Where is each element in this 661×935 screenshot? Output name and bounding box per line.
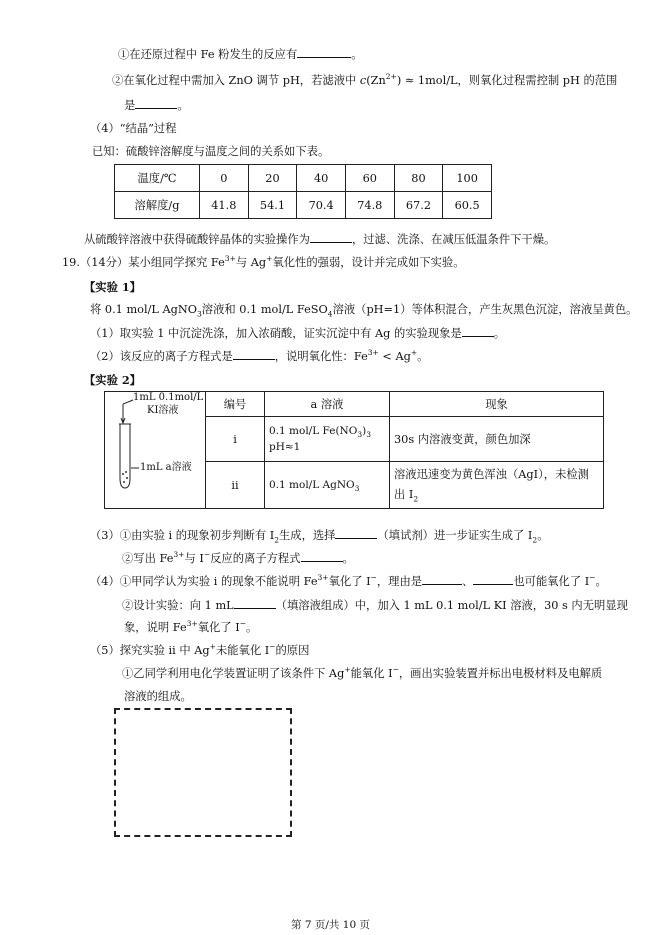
answer-blank[interactable] [473,573,513,585]
answer-blank[interactable] [301,550,343,562]
table-cell: 70.4 [297,192,346,219]
question-3-part2: ②在氧化过程中需加入 ZnO 调节 pH，若滤液中 $c(Zn^{2+}) \approx 1mol/L$，则氧化过程需控制 pH 的范围 [112,72,618,87]
page-footer: 第 7 页/共 10 页 [291,919,370,931]
table-cell: 100 [443,165,492,192]
phenomenon-cell: 溶液迅速变为黄色浑浊（AgI），未检测 出 $I_2$ [390,462,604,509]
known-note: 已知：硫酸锌溶解度与温度之间的关系如下表。 [92,145,330,158]
row-label-temperature: 温度/℃ [115,165,200,192]
question-3-part2-cont: 是 。 [124,99,189,112]
question-19-4-2-cont: 象，说明 $Fe^{3+}$氧化了 I−。 [124,619,258,634]
table-cell: 80 [394,165,443,192]
question-19-4-2: ②设计实验：向 1 mL （填溶液组成）中，加入 1 mL 0.1 mol/L KI 溶液，30 s 内无明显现 [122,599,628,612]
answer-blank[interactable] [297,46,351,58]
table-cell: 60.5 [443,192,492,219]
question-19-3-1: （3）①由实验 i 的现象初步判断有 $I_2$生成，选择 （填试剂）进一步证实生成了 $I_2$。 [90,529,549,545]
answer-blank[interactable] [422,573,462,585]
answer-blank[interactable] [310,231,352,243]
a-solution-cell: 0.1 mol/L AgNO$_3$ [265,462,390,509]
crystallization-operation: 从硫酸锌溶液中获得硫酸锌晶体的实验操作为 ，过滤、洗涤、在减压低温条件下干燥。 [84,233,556,246]
row-label-solubility: 溶解度/g [115,192,200,219]
table-row [115,192,492,219]
header-number: 编号 [206,392,265,417]
solubility-table [114,164,492,219]
question-19-title: 19.（14分）某小组同学探究 $Fe^{3+}$与 Ag+氧化性的强弱，设计并完成如下实验。 [62,254,465,269]
label-leader-top [123,400,133,404]
question-3-part1: ①在还原过程中 Fe 粉发生的反应有 。 [118,48,363,61]
table-cell: 0 [200,165,249,192]
liquid-dot [122,473,124,475]
question-19-1: （1）取实验 1 中沉淀洗涤，加入浓硝酸，证实沉淀中有 Ag 的实验现象是 。 [90,327,506,340]
table-cell: 60 [345,165,394,192]
test-tube-icon [120,424,130,488]
question-19-2: （2）该反应的离子方程式是 ，说明氧化性：$Fe^{3+} < Ag^+$。 [90,348,429,363]
answer-blank[interactable] [233,348,275,360]
experiment-2-heading: 【实验 2】 [84,373,141,387]
table-row [115,165,492,192]
answer-blank[interactable] [135,97,177,109]
row-id: i [206,417,265,462]
liquid-dot [123,481,125,483]
table-cell: 74.8 [345,192,394,219]
table-cell: 40 [297,165,346,192]
experiment-2-table [104,391,604,509]
question-19-4-1: （4）①甲同学认为实验 i 的现象不能说明 $Fe^{3+}$氧化了 I−，理由是 、 也可能氧化了 I−。 [90,573,607,588]
liquid-dot [125,471,127,473]
question-19-5-title: （5）探究实验 ii 中 Ag+未能氧化 I−的原因 [90,642,310,657]
liquid-dot [126,477,128,479]
table-cell: 54.1 [248,192,297,219]
experiment-1-heading: 【实验 1】 [84,280,141,294]
table-cell: 41.8 [200,192,249,219]
a-solution-cell: 0.1 mol/L $Fe(NO_3)_3$ pH≈1 [265,417,390,462]
answer-blank[interactable] [234,597,276,609]
question-19-3-2: ②写出 $Fe^{3+}$与 I−反应的离子方程式 。 [122,550,354,565]
table-cell: 20 [248,165,297,192]
answer-blank[interactable] [335,527,377,539]
phenomenon-cell: 30s 内溶液变黄，颜色加深 [390,417,604,462]
figure-label-bottom: 1mL a溶液 [140,462,192,473]
table-cell: 67.2 [394,192,443,219]
answer-blank[interactable] [462,325,494,337]
table-header-row [105,392,604,417]
drawing-answer-box[interactable] [114,708,292,837]
header-a-solution: a 溶液 [265,392,390,417]
experiment-1-description: 将 0.1 mol/L AgNO$_3$溶液和 0.1 mol/L FeSO$_4$溶液（pH=1）等体积混合，产生灰黑色沉淀，溶液呈黄色。 [90,303,638,319]
row-id: ii [206,462,265,509]
question-19-5-1-cont: 溶液的组成。 [124,690,192,703]
question-19-5-1: ①乙同学利用电化学装置证明了该条件下 Ag+能氧化 I−，画出实验装置并标出电极材料及电解质 [122,665,603,680]
header-phenomenon: 现象 [390,392,604,417]
question-4-title: （4）“结晶”过程 [90,122,177,135]
figure-label-top: 1mL 0.1mol/L [133,392,204,403]
figure-label-top2: KI溶液 [147,405,179,416]
test-tube-figure-cell [105,392,206,509]
